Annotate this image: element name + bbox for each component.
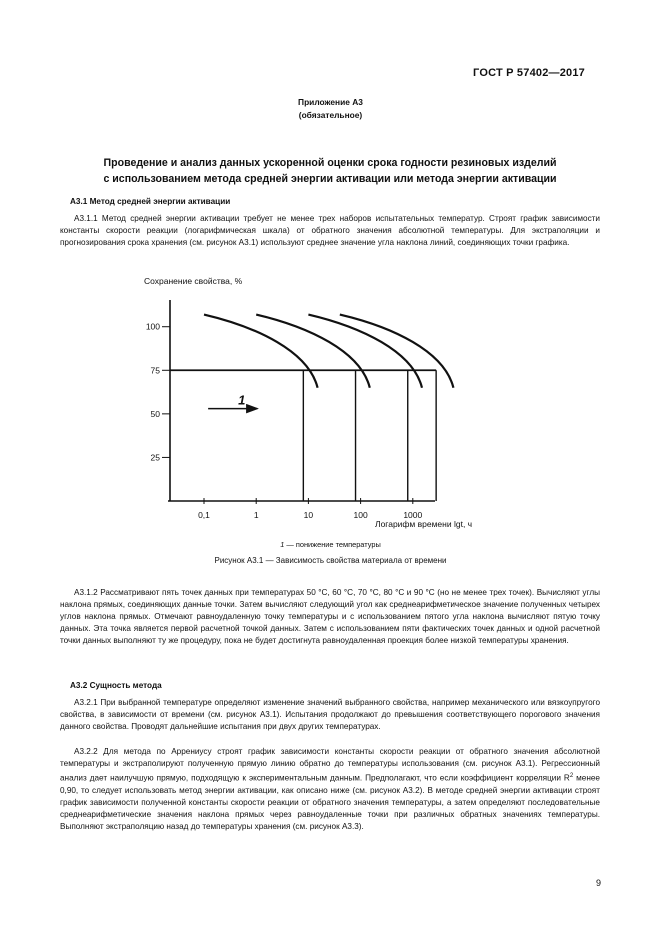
appendix-status: (обязательное) <box>298 110 363 120</box>
title-line-2: с использованием метода средней энергии активации или метода энергии активации <box>103 173 557 185</box>
figure-caption: Рисунок А3.1 — Зависимость свойства материала от времени <box>214 556 447 565</box>
series-curve <box>204 315 318 388</box>
x-tick-label: 1 <box>253 510 259 520</box>
title-line-1: Проведение и анализ данных ускоренной оценки срока годности резиновых изделий <box>103 157 557 169</box>
paragraph-a3-2-2-part-2: менее 0,90, то следует использовать метод энергии активации, как описано ниже (см. рисунок А3.2). В методе средней энергии активации строят график зависимости полученной константы скорости реакции от обратного значения температуры, а затем определяют последовательные среднеарифметические значения наклона прямых через равноудаленные точки при различных обратных значениях температуры. Выполняют экстраполяцию назад до температуры хранения (см. рисунок А3.3). <box>60 773 600 832</box>
x-tick-label: 100 <box>353 510 368 520</box>
legend-number: 1 <box>280 540 285 549</box>
paragraph-a3-2-2 <box>60 746 600 833</box>
y-tick-label: 50 <box>150 408 160 419</box>
figure-legend <box>0 540 661 549</box>
paragraph-a3-2-1: А3.2.1 При выбранной температуре определяют изменение значений выбранного свойства, например механического или вязкоупругого свойства, в зависимости от времени (см. рисунок А3.1). Испытания продолжают до превышения соответствующего порогового значения данного свойства. Проводят дальнейшие испытания при двух других температурах. <box>60 698 600 732</box>
y-tick-label: 100 <box>145 321 160 332</box>
paragraph-a3-2-2-part-1: А3.2.2 Для метода по Аррениусу строят график зависимости константы скорости реакции от обратного значения абсолютной температуры и экстраполируют полученную прямую линию обратно до температуры использования (см. рисунок А3.1). Регрессионный анализ дает наилучшую прямую, подходящую к экспериментальным данным. Предполагают, что если коэффициент корреляции R <box>60 747 600 783</box>
x-tick-label: 1000 <box>403 510 423 520</box>
legend-text: — понижение температуры <box>284 540 381 549</box>
arrow-annotation-label: 1 <box>238 392 246 408</box>
chart-plot-area <box>146 315 454 520</box>
paragraph-a3-1-2: А3.1.2 Рассматривают пять точек данных при температурах 50 °C, 60 °C, 70 °C, 80 °C и 90 °C (но не менее трех точек). Вычисляют углы наклона прямых, соединяющих данные точки. Затем вычисляют следующий угол как среднеарифметическое значение полученных четырех углов наклона прямых. Отмечают равноудаленную точку температуры и с использованием пятого угла наклона вычисляют пятую точку данных. Эта точка является первой расчетной точкой данных. Затем с использованием пяти фактических точек данных и одной расчетной точки данных выполняют ту же процедуру, пока не будет достигнута равноудаленная проекция более низкой температуры хранения. <box>60 588 600 646</box>
y-tick-label: 25 <box>150 452 160 463</box>
x-axis-label: Логарифм времени lgt, ч <box>375 519 473 529</box>
section-heading-a3-2: А3.2 Сущность метода <box>70 681 162 690</box>
y-tick-label: 75 <box>150 365 160 376</box>
paragraph-a3-1-1: А3.1.1 Метод средней энергии активации требует не менее трех наборов испытательных температур. Строят график зависимости константы скорости реакции (логарифмическая шкала) от обратного значения абсолютной температуры. Для экстраполяции и прогнозирования срока хранения (см. рисунок А3.1) используют среднее значение угла наклона линий, соединяющих точки графика. <box>60 214 600 248</box>
page-number: 9 <box>595 878 601 888</box>
x-tick-label: 10 <box>303 510 314 520</box>
appendix-title: Приложение А3 <box>298 97 363 107</box>
r-squared-superscript: 2 <box>569 773 574 780</box>
figure-a3-1-chart <box>140 268 520 538</box>
x-tick-label: 0,1 <box>198 510 210 520</box>
standard-header: ГОСТ Р 57402—2017 <box>473 67 585 79</box>
section-heading-a3-1: А3.1 Метод средней энергии активации <box>70 197 231 206</box>
document-title <box>60 155 600 187</box>
y-axis-label: Сохранение свойства, % <box>144 276 243 286</box>
